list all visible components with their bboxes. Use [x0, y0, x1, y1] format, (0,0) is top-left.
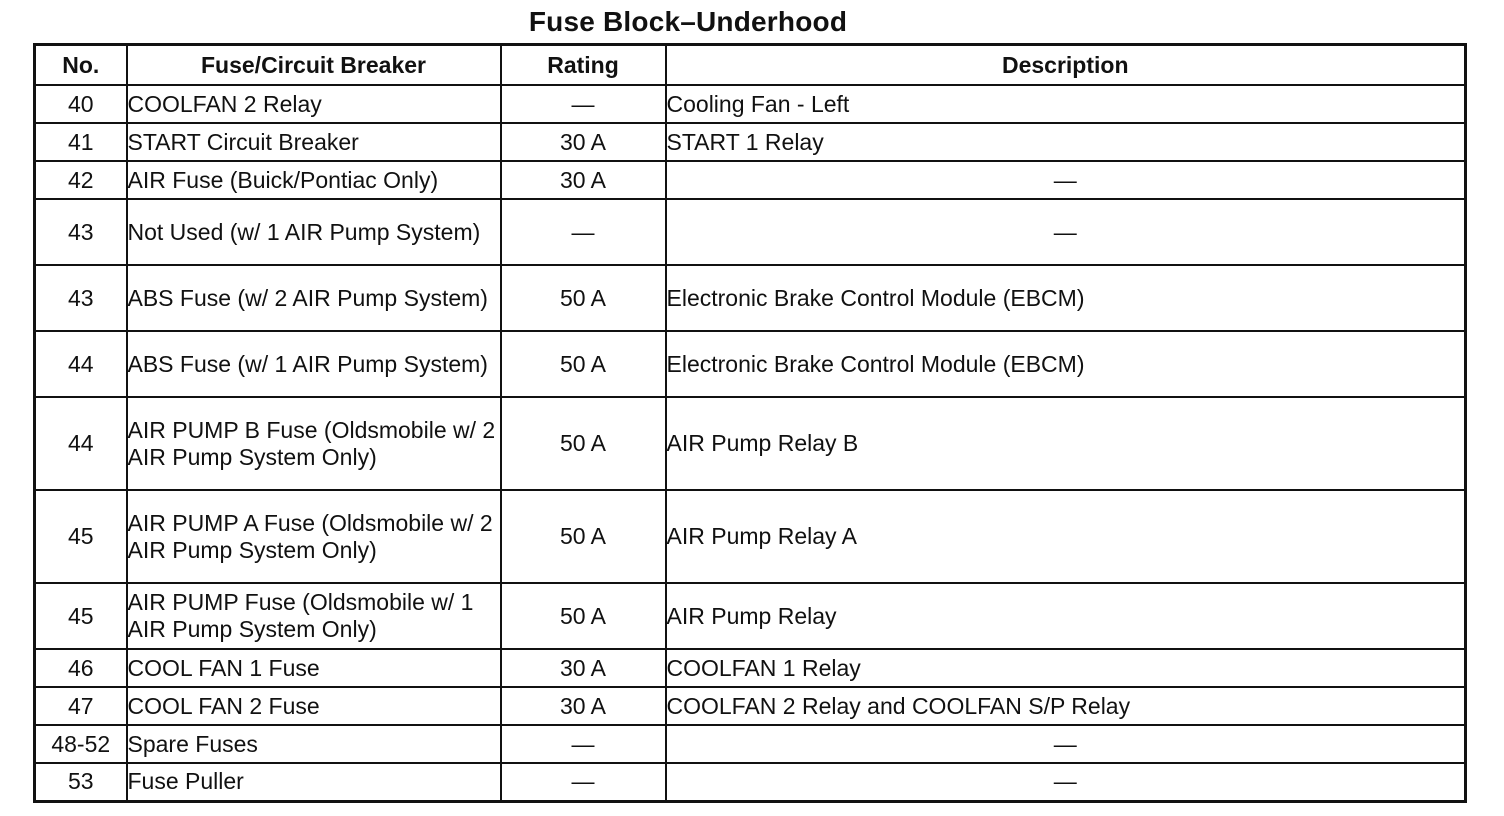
table-row	[35, 687, 1466, 725]
cell-description: AIR Pump Relay B	[666, 397, 1466, 490]
cell-description: —	[666, 199, 1466, 265]
cell-description: AIR Pump Relay A	[666, 490, 1466, 583]
cell-no: 42	[35, 161, 127, 199]
cell-description: —	[666, 763, 1466, 801]
cell-no: 47	[35, 687, 127, 725]
cell-no: 44	[35, 397, 127, 490]
cell-no: 40	[35, 85, 127, 123]
table-row	[35, 123, 1466, 161]
cell-no: 43	[35, 265, 127, 331]
cell-description: —	[666, 725, 1466, 763]
cell-rating: 30 A	[501, 649, 666, 687]
cell-fuse: COOLFAN 2 Relay	[127, 85, 501, 123]
table-row	[35, 331, 1466, 397]
cell-fuse: ABS Fuse (w/ 1 AIR Pump System)	[127, 331, 501, 397]
cell-rating: 30 A	[501, 161, 666, 199]
cell-rating: 50 A	[501, 397, 666, 490]
cell-fuse: AIR PUMP A Fuse (Oldsmobile w/ 2 AIR Pump System Only)	[127, 490, 501, 583]
column-header-no: No.	[35, 45, 127, 86]
column-header-fuse: Fuse/Circuit Breaker	[127, 45, 501, 86]
table-row	[35, 161, 1466, 199]
cell-rating: 50 A	[501, 331, 666, 397]
cell-no: 45	[35, 583, 127, 649]
cell-description: AIR Pump Relay	[666, 583, 1466, 649]
cell-no: 44	[35, 331, 127, 397]
cell-description: —	[666, 161, 1466, 199]
cell-rating: —	[501, 85, 666, 123]
cell-fuse: Spare Fuses	[127, 725, 501, 763]
cell-rating: 30 A	[501, 687, 666, 725]
cell-fuse: AIR PUMP Fuse (Oldsmobile w/ 1 AIR Pump System Only)	[127, 583, 501, 649]
table-row	[35, 763, 1466, 801]
table-header-row	[35, 45, 1466, 86]
cell-rating: —	[501, 199, 666, 265]
cell-no: 41	[35, 123, 127, 161]
cell-rating: —	[501, 725, 666, 763]
cell-rating: 50 A	[501, 490, 666, 583]
cell-description: COOLFAN 2 Relay and COOLFAN S/P Relay	[666, 687, 1466, 725]
cell-fuse: Not Used (w/ 1 AIR Pump System)	[127, 199, 501, 265]
column-header-description: Description	[666, 45, 1466, 86]
table-row	[35, 85, 1466, 123]
table-row	[35, 397, 1466, 490]
table-row	[35, 583, 1466, 649]
cell-rating: 50 A	[501, 583, 666, 649]
cell-fuse: START Circuit Breaker	[127, 123, 501, 161]
table-row	[35, 199, 1466, 265]
cell-no: 45	[35, 490, 127, 583]
cell-fuse: ABS Fuse (w/ 2 AIR Pump System)	[127, 265, 501, 331]
table-row	[35, 725, 1466, 763]
cell-description: COOLFAN 1 Relay	[666, 649, 1466, 687]
cell-no: 48-52	[35, 725, 127, 763]
table-row	[35, 649, 1466, 687]
cell-rating: —	[501, 763, 666, 801]
column-header-rating: Rating	[501, 45, 666, 86]
table-row	[35, 490, 1466, 583]
cell-fuse: Fuse Puller	[127, 763, 501, 801]
cell-description: Electronic Brake Control Module (EBCM)	[666, 331, 1466, 397]
cell-no: 53	[35, 763, 127, 801]
cell-rating: 30 A	[501, 123, 666, 161]
cell-no: 43	[35, 199, 127, 265]
cell-fuse: AIR Fuse (Buick/Pontiac Only)	[127, 161, 501, 199]
cell-fuse: COOL FAN 1 Fuse	[127, 649, 501, 687]
cell-description: Cooling Fan - Left	[666, 85, 1466, 123]
cell-description: Electronic Brake Control Module (EBCM)	[666, 265, 1466, 331]
fuse-table	[33, 43, 1467, 803]
cell-rating: 50 A	[501, 265, 666, 331]
cell-no: 46	[35, 649, 127, 687]
cell-description: START 1 Relay	[666, 123, 1466, 161]
cell-fuse: AIR PUMP B Fuse (Oldsmobile w/ 2 AIR Pump System Only)	[127, 397, 501, 490]
table-row	[35, 265, 1466, 331]
cell-fuse: COOL FAN 2 Fuse	[127, 687, 501, 725]
page-title: Fuse Block–Underhood	[528, 6, 848, 37]
